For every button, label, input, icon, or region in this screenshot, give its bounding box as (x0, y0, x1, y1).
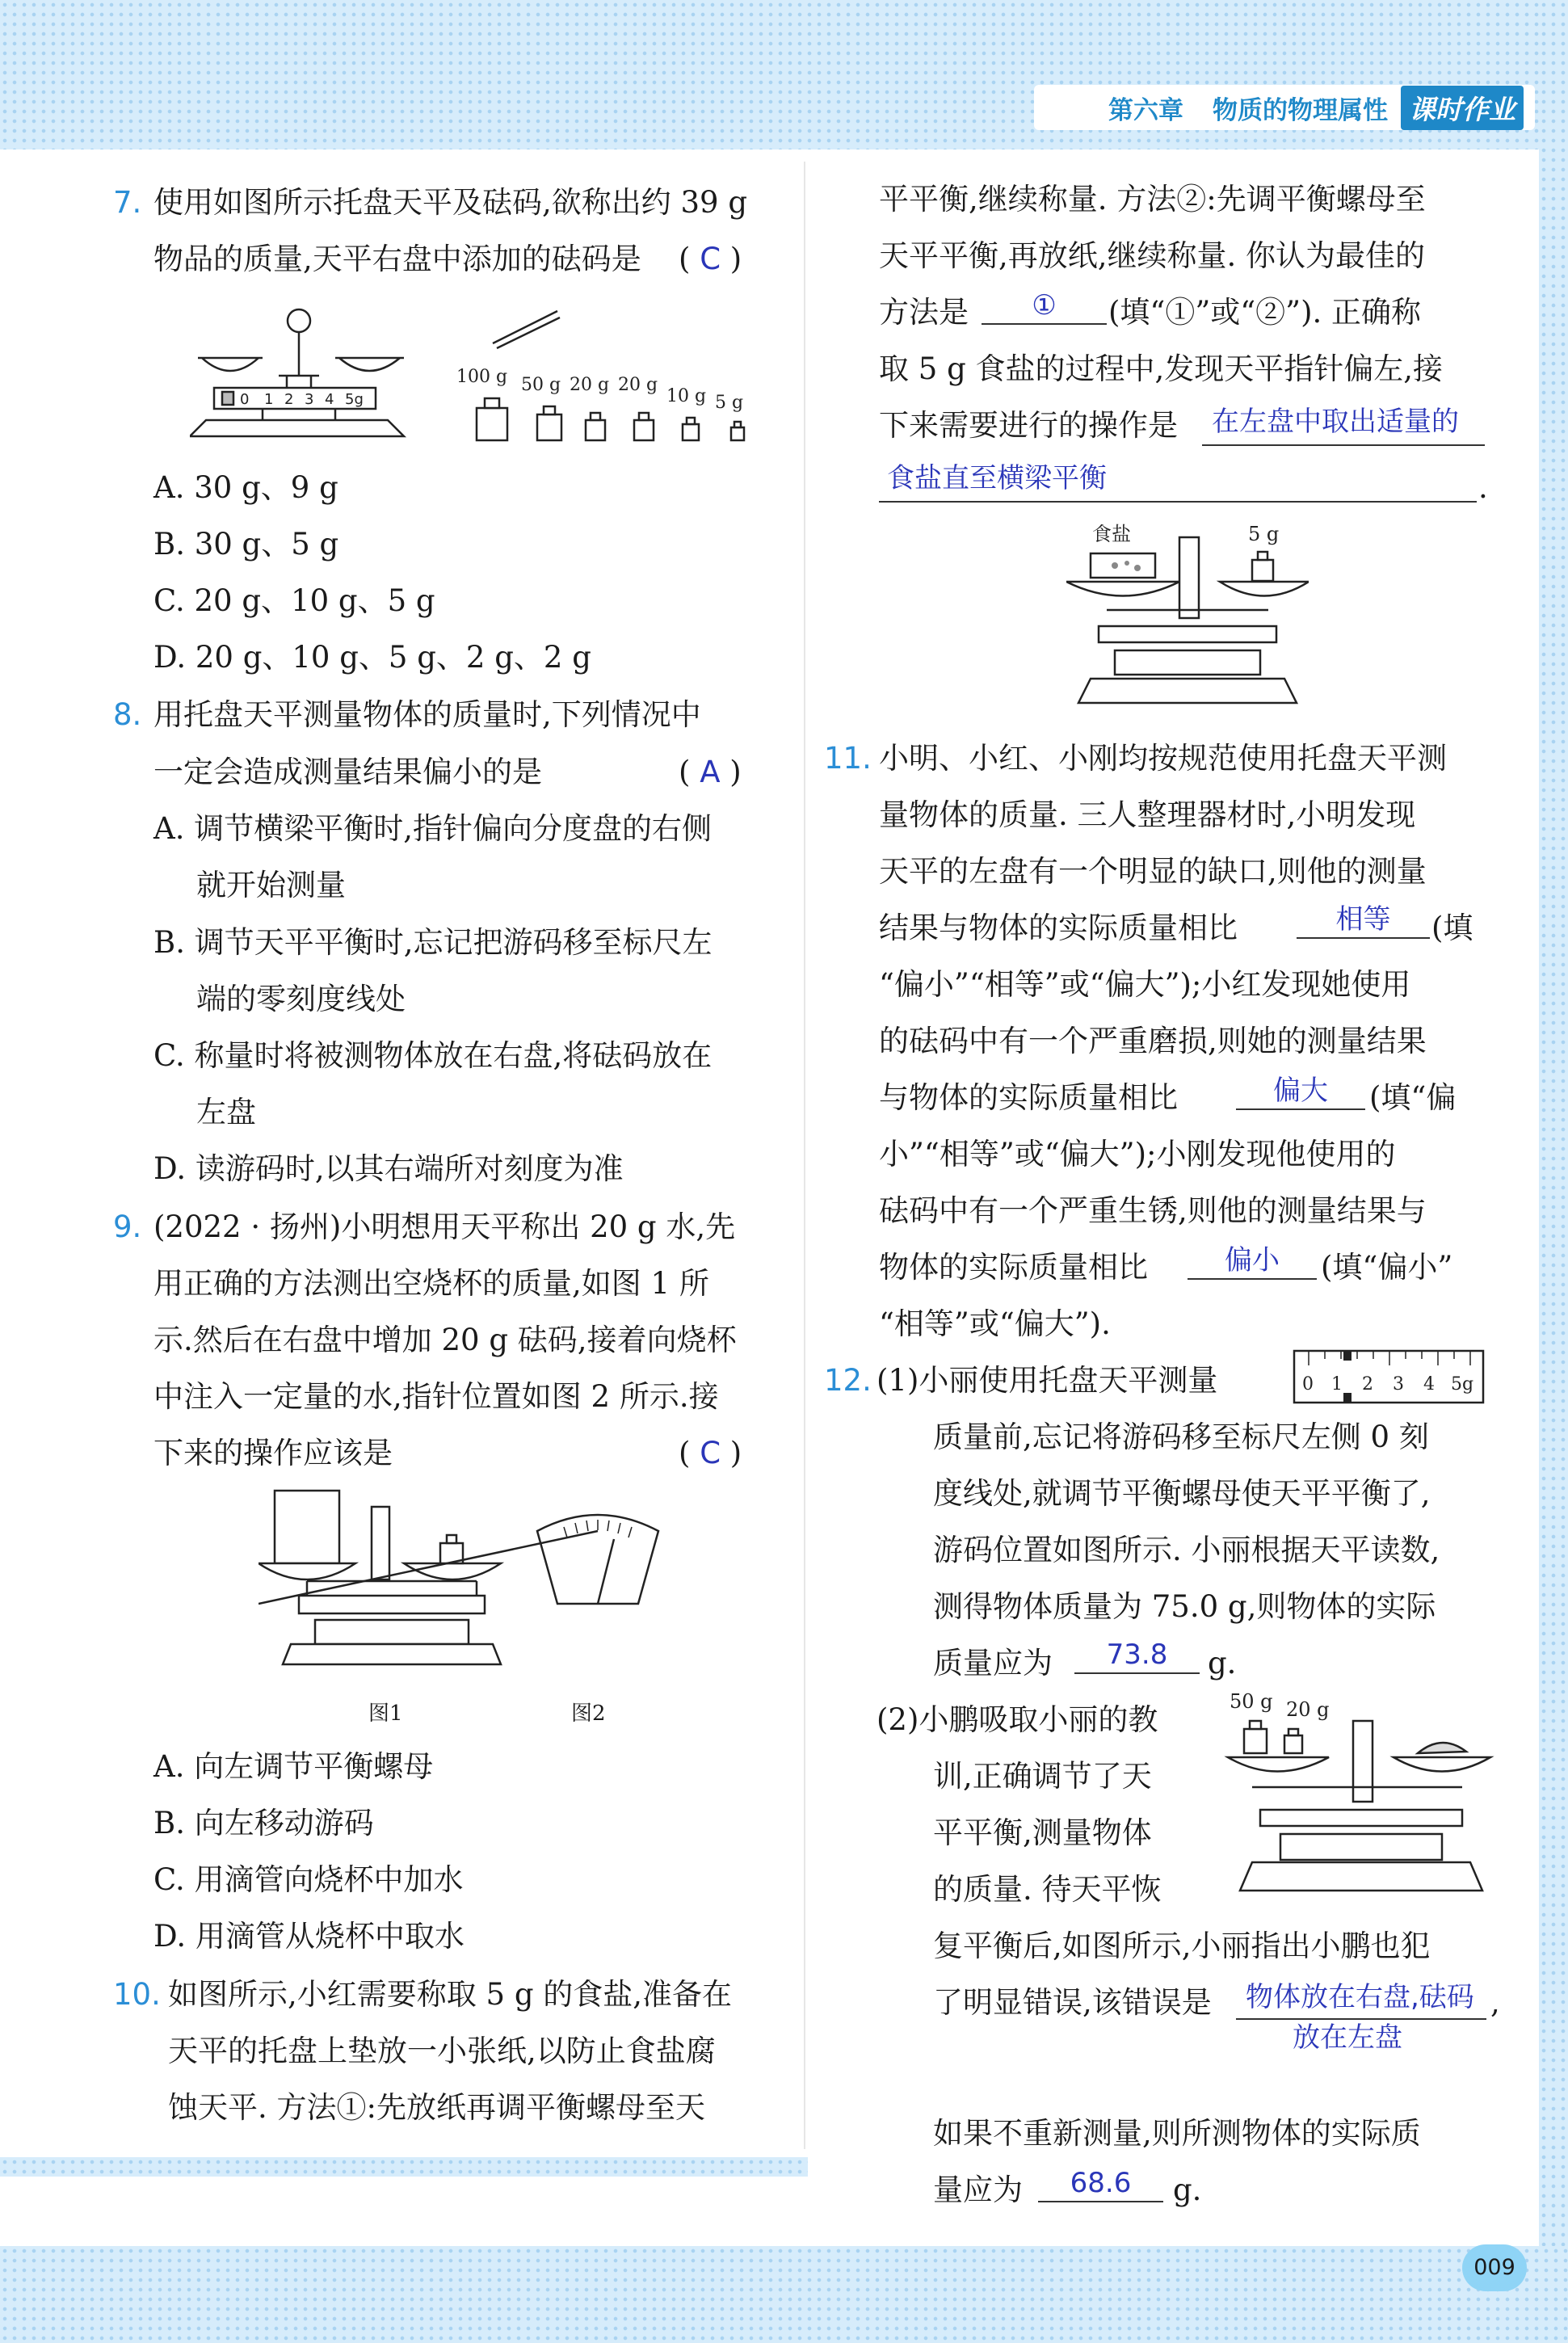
q9-fig2-caption: 图2 (571, 1702, 606, 1726)
q12-balance-figure (1220, 1689, 1494, 1923)
q7-option-c: C. 20 g、10 g、5 g (153, 583, 435, 618)
q7-answer: ( C ) (679, 242, 742, 276)
q12-p1-line-4: 游码位置如图所示. 小丽根据天平读数, (933, 1533, 1440, 1567)
q10-underline-2 (879, 501, 1477, 503)
q10-answer-line-1: 在左盘中取出适量的 (1212, 406, 1459, 438)
q9-line-5: 下来的操作应该是 (153, 1436, 393, 1470)
q9-option-b: B. 向左移动游码 (153, 1806, 374, 1840)
q9-line-4: 中注入一定量的水,指针位置如图 2 所示.接 (153, 1379, 719, 1414)
q10-method-post: (填“①”或“②”). 正确称 (1108, 295, 1422, 330)
q11-line-5: “偏小”“相等”或“偏大”);小红发现她使用 (879, 967, 1411, 1002)
q11-line-1: 小明、小红、小刚均按规范使用托盘天平测 (879, 741, 1447, 776)
q9-option-a: A. 向左调节平衡螺母 (153, 1749, 434, 1784)
q12-p1-line-1: (1)小丽使用托盘天平测量 (876, 1363, 1218, 1398)
q10-line-1: 如图所示,小红需要称取 5 g 的食盐,准备在 (168, 1977, 733, 2012)
q12-p2-last-pre: 量应为 (933, 2173, 1023, 2207)
q8-option-a-2: 就开始测量 (196, 868, 346, 902)
q9-line-3: 示.然后在右盘中增加 20 g 砝码,接着向烧杯 (153, 1323, 737, 1357)
q10-balance-figure (1066, 521, 1309, 723)
chapter-subtitle: 物质的物理属性 (1213, 95, 1388, 125)
q8-option-a-1: A. 调节横梁平衡时,指针偏向分度盘的右侧 (153, 811, 713, 846)
q12-ruler-figure (1293, 1348, 1486, 1406)
q8-number: 8. (113, 697, 142, 732)
q11-line-2: 量物体的质量. 三人整理器材时,小明发现 (879, 797, 1416, 832)
q11-line-7-pre: 与物体的实际质量相比 (879, 1080, 1178, 1115)
q12-p2-line-3: 平平衡,测量物体 (933, 1815, 1152, 1850)
q12-comma: , (1490, 1985, 1500, 2020)
q10-line-3: 蚀天平. 方法①:先放纸再调平衡螺母至天 (168, 2090, 705, 2125)
brand-logo: 课时作业 (1401, 86, 1524, 130)
q12-blank-1: 73.8 (1074, 1640, 1200, 1674)
q7-weight-label-10: 10 g (666, 386, 707, 406)
q10-line-5: 天平平衡,再放纸,继续称量. 你认为最佳的 (879, 238, 1426, 273)
q11-number: 11. (824, 741, 872, 776)
q7-line-2: 物品的质量,天平右盘中添加的砝码是 (153, 242, 641, 276)
q12-p1-line-3: 度线处,就调节平衡螺母使天平平衡了, (933, 1476, 1431, 1511)
q7-scale-mark-2: 2 (284, 391, 294, 408)
q10-period: . (1478, 470, 1488, 505)
q12-p1-last-post: g. (1208, 1646, 1237, 1680)
q10-underline-1 (1202, 444, 1485, 446)
q9-fig1-caption: 图1 (368, 1702, 403, 1726)
q12-ruler-mark-4: 4 (1423, 1374, 1435, 1394)
q7-scale-mark-5: 5g (345, 391, 364, 408)
q10-line-step: 取 5 g 食盐的过程中,发现天平指针偏左,接 (879, 351, 1444, 386)
q7-scale-mark-1: 1 (264, 391, 274, 408)
q7-scale-mark-0: 0 (240, 391, 250, 408)
q7-weight-label-20a: 20 g (570, 375, 610, 395)
q8-answer: ( A ) (679, 755, 742, 789)
q12-p2-more: 如果不重新测量,则所测物体的实际质 (933, 2116, 1421, 2151)
q11-line-8: 小”“相等”或“偏大”);小刚发现他使用的 (879, 1137, 1396, 1172)
q7-scale-mark-4: 4 (325, 391, 334, 408)
chapter-header (1034, 85, 1535, 130)
q7-weight-label-20b: 20 g (618, 375, 658, 395)
q12-ruler-mark-0: 0 (1302, 1374, 1314, 1394)
q8-option-c-2: 左盘 (196, 1095, 256, 1129)
q7-number: 7. (113, 185, 142, 220)
q12-answer-2-line-2: 放在左盘 (1293, 2021, 1402, 2054)
q7-option-a: A. 30 g、9 g (153, 470, 338, 505)
q11-line-4-post: (填 (1431, 911, 1473, 945)
q11-line-6: 的砝码中有一个严重磨损,则她的测量结果 (879, 1024, 1427, 1058)
q12-p1-line-5: 测得物体质量为 75.0 g,则物体的实际 (933, 1589, 1436, 1624)
q12-ruler-mark-1: 1 (1331, 1374, 1343, 1394)
q9-option-d: D. 用滴管从烧杯中取水 (153, 1919, 465, 1954)
right-dot-band (1539, 0, 1568, 2343)
q11-blank-2: 偏大 (1236, 1076, 1365, 1110)
q9-number: 9. (113, 1209, 142, 1244)
q12-answer-2-line-1: 物体放在右盘,砝码 (1246, 1981, 1474, 2013)
q12-p1-line-2: 质量前,忘记将游码移至标尺左侧 0 刻 (933, 1420, 1429, 1454)
q9-line-1: (2022 · 扬州)小明想用天平称出 20 g 水,先 (153, 1209, 736, 1244)
q10-blank-method: ① (982, 291, 1107, 325)
q11-line-9: 砝码中有一个严重生锈,则他的测量结果与 (879, 1193, 1427, 1228)
q7-balance-figure (190, 303, 771, 456)
q9-figure-balance (259, 1483, 679, 1685)
q7-option-d: D. 20 g、10 g、5 g、2 g、2 g (153, 640, 591, 675)
q12-blank-3: 68.6 (1038, 2168, 1163, 2202)
q12-ruler-mark-3: 3 (1393, 1374, 1404, 1394)
q11-blank-3: 偏小 (1188, 1246, 1317, 1280)
q11-blank-1: 相等 (1297, 905, 1430, 939)
q12-fig-weight-label-50: 50 g (1230, 1690, 1273, 1713)
page-number: 009 (1462, 2244, 1527, 2291)
q10-line-4: 平平衡,继续称量. 方法②:先调平衡螺母至 (879, 182, 1426, 217)
q8-option-c-1: C. 称量时将被测物体放在右盘,将砝码放在 (153, 1038, 713, 1073)
q11-line-4-pre: 结果与物体的实际质量相比 (879, 911, 1238, 945)
column-divider (804, 162, 805, 2149)
left-dot-strip (0, 2157, 808, 2177)
q10-fig-weight-label: 5 g (1248, 523, 1280, 545)
q8-option-b-1: B. 调节天平平衡时,忘记把游码移至标尺左 (153, 925, 713, 960)
q8-line-2: 一定会造成测量结果偏小的是 (153, 755, 542, 789)
q9-option-c: C. 用滴管向烧杯中加水 (153, 1862, 464, 1897)
q10-line-2: 天平的托盘上垫放一小张纸,以防止食盐腐 (168, 2034, 716, 2068)
q12-p2-last-post: g. (1173, 2173, 1202, 2207)
q9-line-2: 用正确的方法测出空烧杯的质量,如图 1 所 (153, 1266, 709, 1301)
q10-answer-line-2: 食盐直至横梁平衡 (887, 462, 1107, 494)
q8-line-1: 用托盘天平测量物体的质量时,下列情况中 (153, 697, 701, 732)
q10-fig-salt-label: 食盐 (1092, 523, 1131, 545)
q12-p2-line-5: 复平衡后,如图所示,小丽指出小鹏也犯 (933, 1929, 1431, 1963)
chapter-label: 第六章 (1108, 95, 1183, 125)
q8-option-d: D. 读游码时,以其右端所对刻度为准 (153, 1151, 624, 1186)
q10-number: 10. (113, 1977, 161, 2012)
q11-line-10-pre: 物体的实际质量相比 (879, 1250, 1148, 1285)
q12-number: 12. (824, 1363, 872, 1398)
q7-line-1: 使用如图所示托盘天平及砝码,欲称出约 39 g (153, 185, 748, 220)
q7-weight-label-50: 50 g (521, 375, 561, 395)
q7-scale-mark-3: 3 (305, 391, 314, 408)
q12-p2-line-1: (2)小鹏吸取小丽的教 (876, 1702, 1158, 1737)
q8-option-b-2: 端的零刻度线处 (196, 982, 406, 1016)
q11-line-7-post: (填“偏 (1369, 1080, 1457, 1115)
q12-ruler-mark-5: 5g (1451, 1374, 1474, 1394)
q7-weight-label-100: 100 g (456, 367, 508, 387)
q11-line-10-post: (填“偏小” (1321, 1250, 1453, 1285)
q10-method-pre: 方法是 (879, 295, 969, 330)
q7-option-b: B. 30 g、5 g (153, 527, 339, 562)
q12-ruler-mark-2: 2 (1362, 1374, 1373, 1394)
q12-p2-line-2: 训,正确调节了天 (933, 1759, 1152, 1794)
q11-line-3: 天平的左盘有一个明显的缺口,则他的测量 (879, 854, 1427, 889)
q7-weight-label-5: 5 g (715, 393, 744, 413)
q12-underline-answer (1236, 2018, 1486, 2020)
q9-answer: ( C ) (679, 1436, 742, 1470)
q12-p2-err-pre: 了明显错误,该错误是 (933, 1985, 1212, 2020)
q12-p1-last-pre: 质量应为 (933, 1646, 1053, 1680)
q12-fig-weight-label-20: 20 g (1286, 1698, 1330, 1721)
bottom-dot-band (0, 2246, 1568, 2343)
q11-line-11: “相等”或“偏大”). (879, 1306, 1111, 1341)
q10-line-next: 下来需要进行的操作是 (879, 408, 1178, 443)
q12-p2-line-4: 的质量. 待天平恢 (933, 1872, 1162, 1907)
